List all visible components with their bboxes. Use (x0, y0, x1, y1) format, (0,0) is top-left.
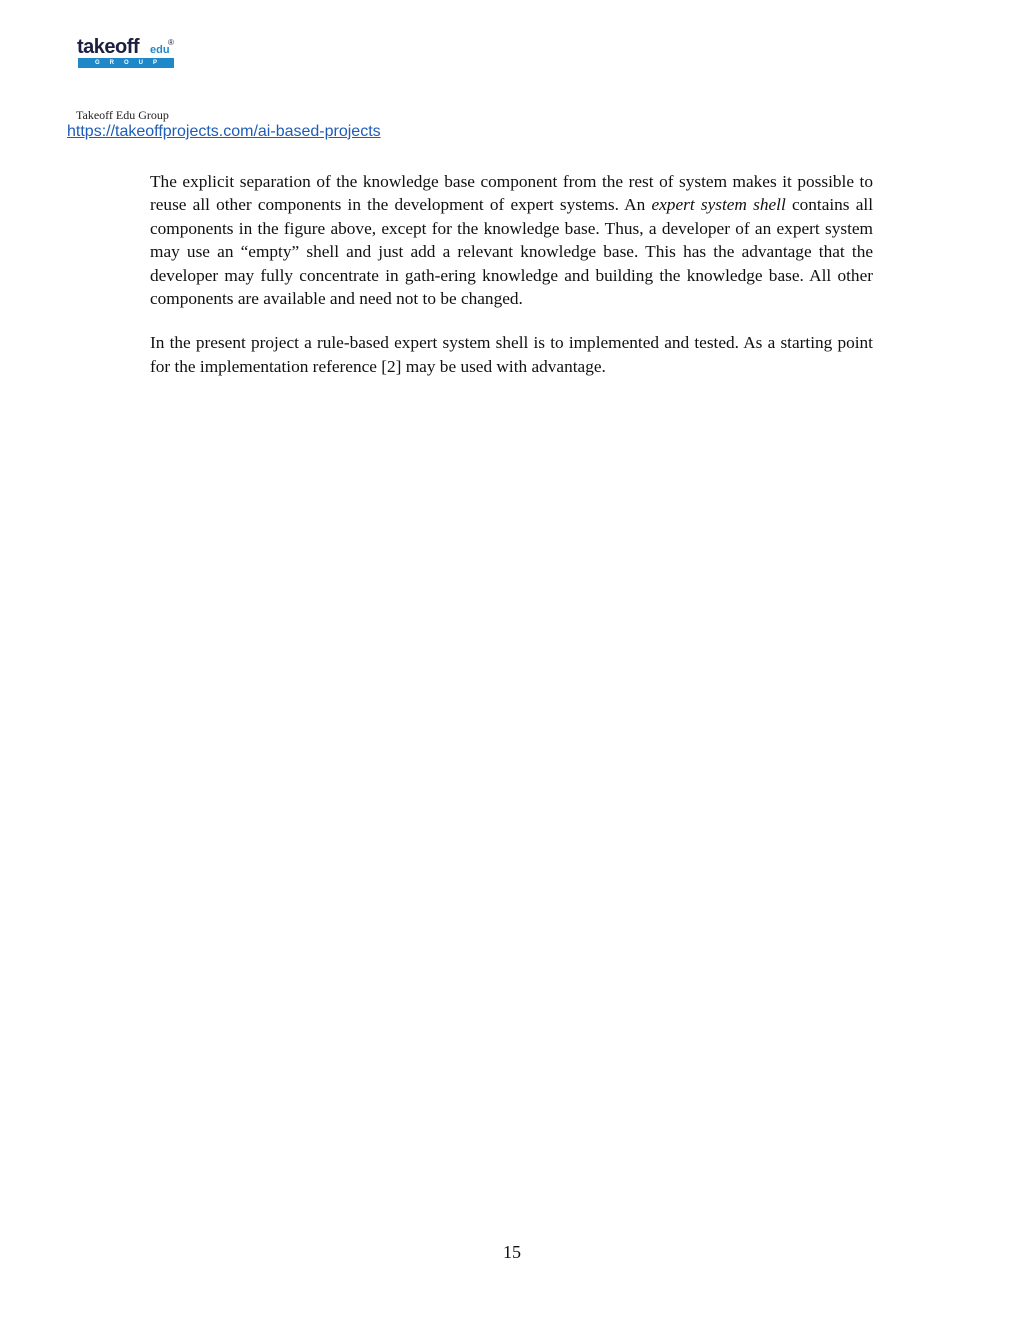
paragraph-shell-description (150, 170, 873, 310)
company-logo (76, 36, 178, 70)
paragraph-1-part-1: The explicit separation of the knowledge base component from the rest of system makes it possible to reuse all other components in the development of expert systems. An (150, 172, 873, 215)
page-number: 15 (503, 1242, 521, 1262)
paragraph-project-goal: In the present project a rule-based expert system shell is to implemented and tested. As a starting point for the implementation reference [2] may be used with advantage. (150, 333, 873, 376)
org-name: Takeoff Edu Group (76, 108, 169, 122)
document-body (150, 170, 873, 399)
paragraph-1-emphasis: expert system shell (651, 195, 786, 215)
logo-wordmark: takeoff (77, 36, 140, 58)
paragraph-1-part-2: contains all components in the figure above, except for the knowledge base. Thus, a developer of an expert system may use an “empty” shell and just add a relevant knowledge base. This has the advantage that the developer may fully concentrate in gath-ering knowledge and building the knowledge base. All other components are available and need not to be changed. (150, 195, 873, 309)
logo-registered-mark: ® (168, 38, 174, 47)
logo-group-bar: GROUP (78, 58, 174, 68)
org-website-link[interactable]: https://takeoffprojects.com/ai-based-projects (67, 123, 381, 140)
logo-edu-text: edu (150, 44, 170, 56)
